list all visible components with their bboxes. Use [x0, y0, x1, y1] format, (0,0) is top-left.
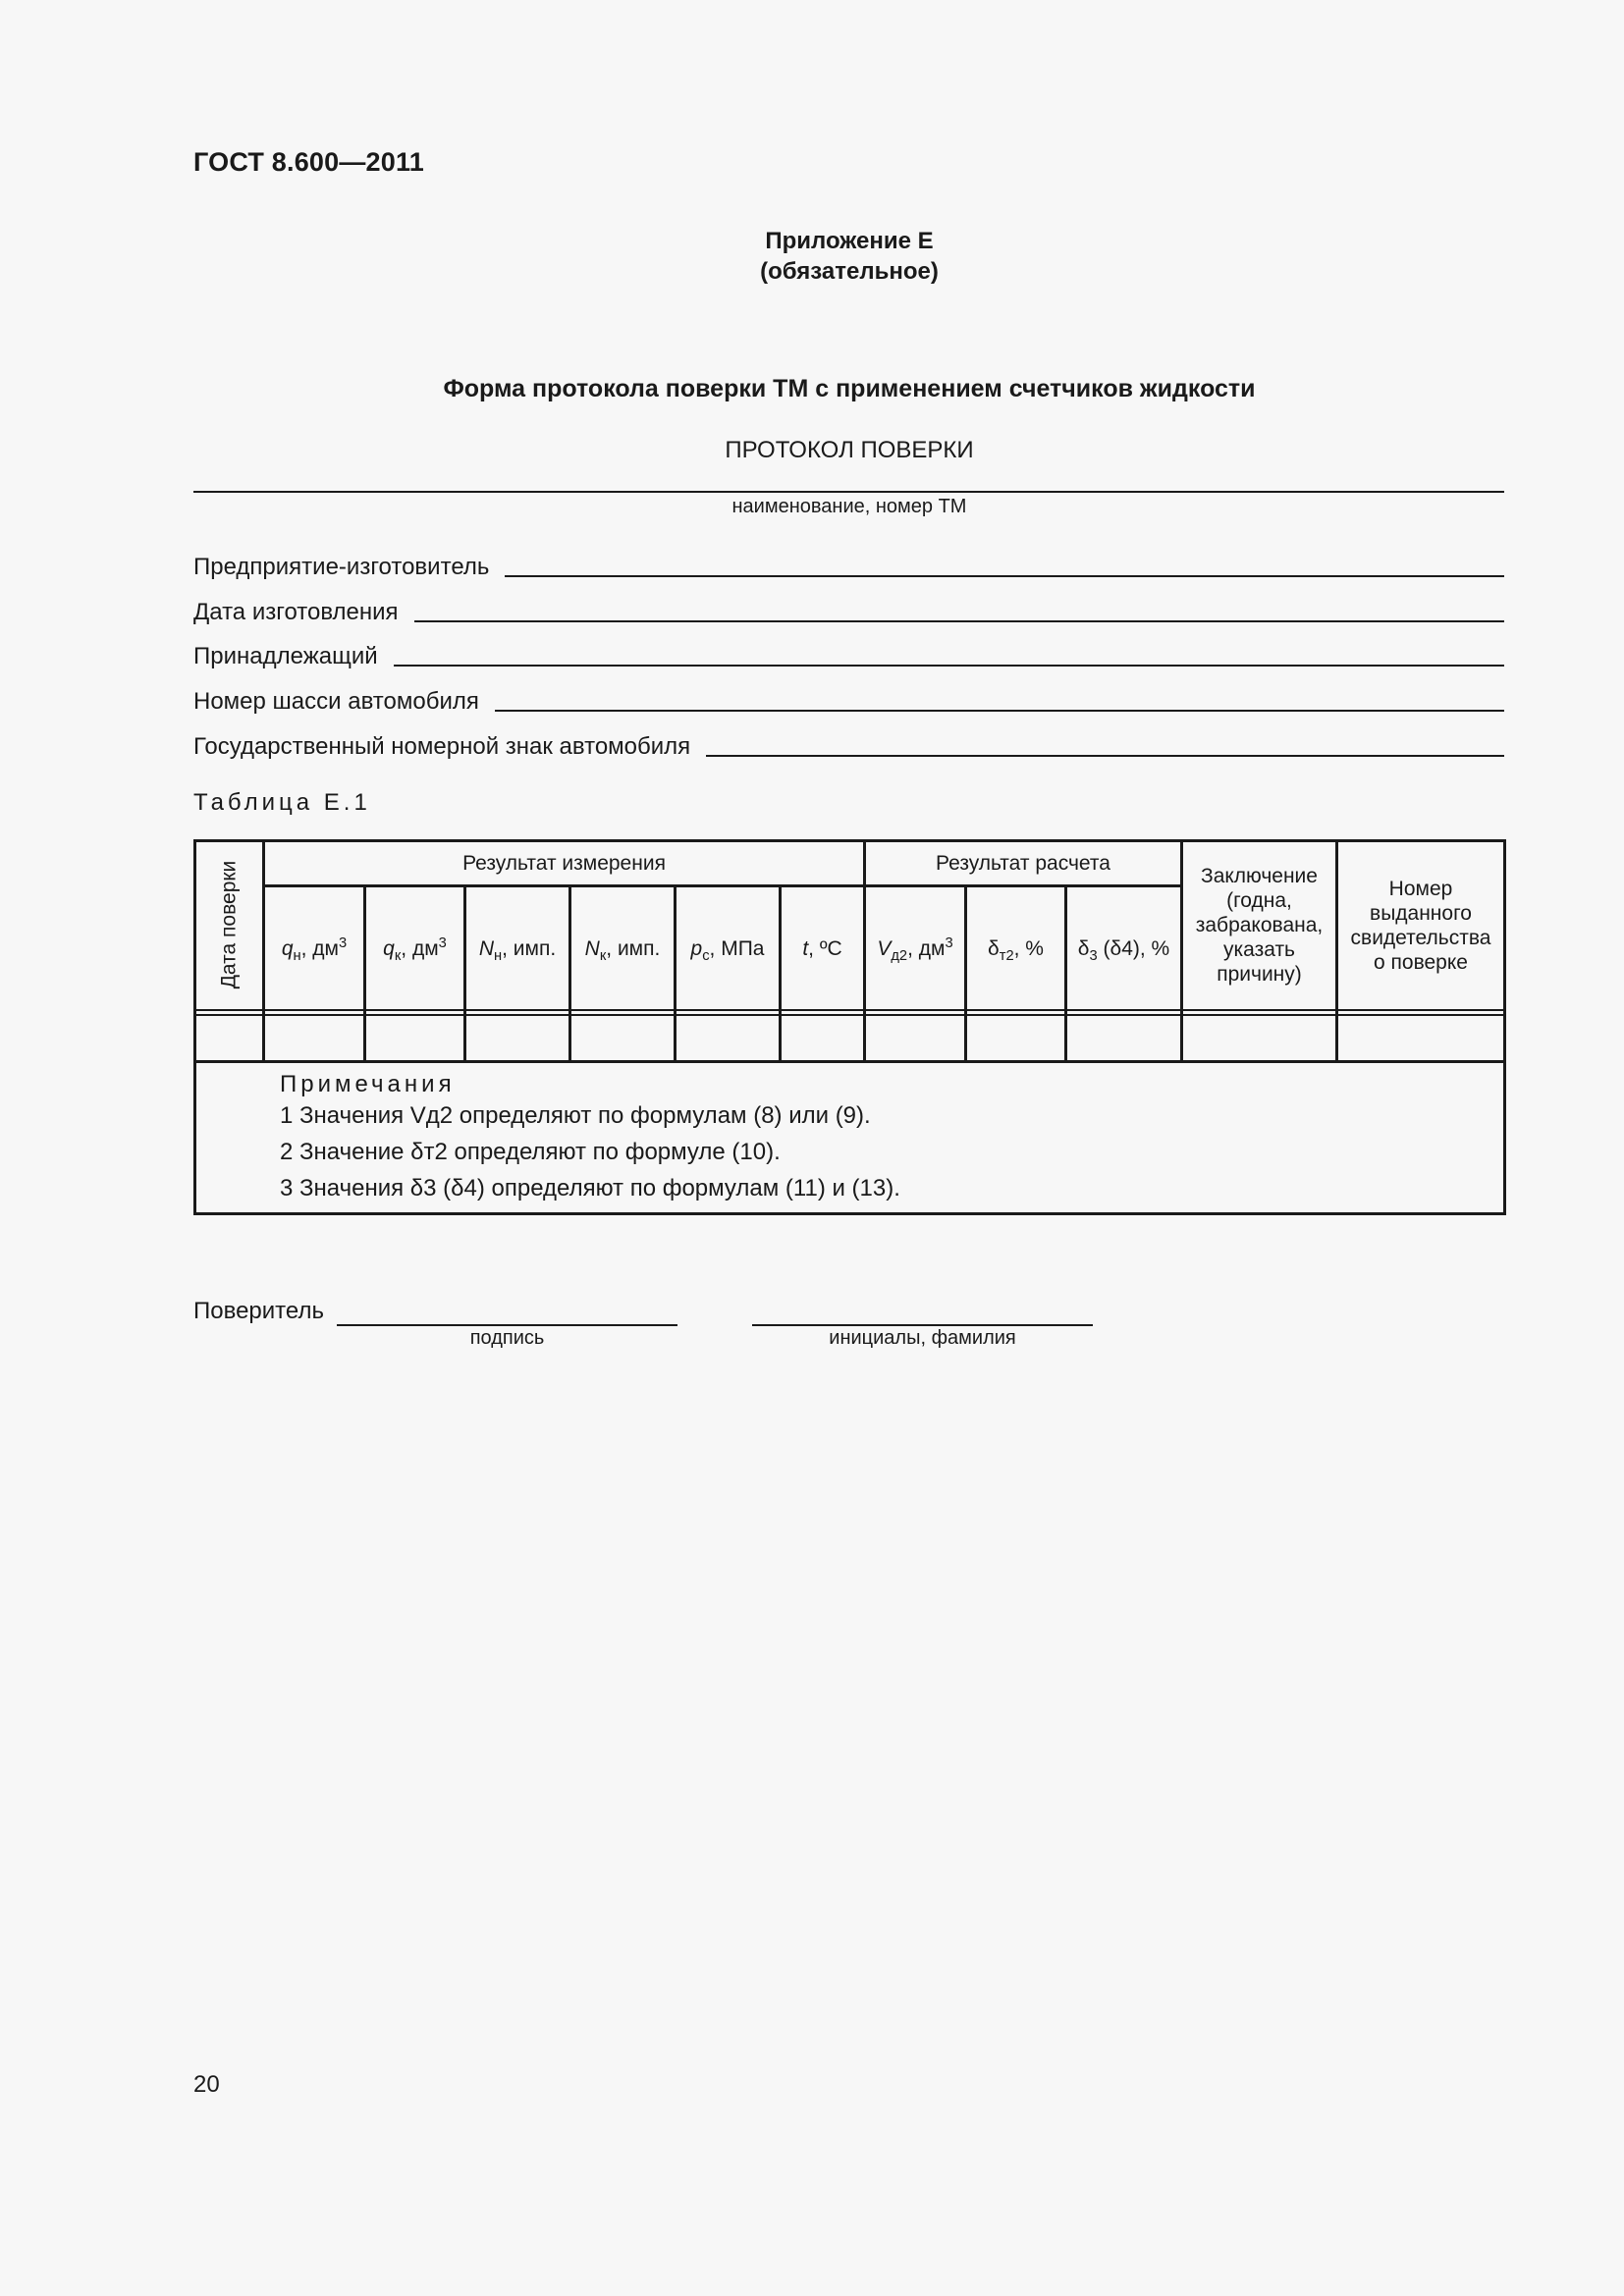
signature-input-line[interactable]	[337, 1324, 677, 1326]
symbol: δ	[988, 936, 1000, 960]
note-item: 3 Значения δ3 (δ4) определяют по формулам (11) и (13).	[280, 1175, 900, 1201]
name-caption: инициалы, фамилия	[829, 1327, 1016, 1349]
superscript: 3	[945, 934, 953, 951]
note-item: 1 Значения Vд2 определяют по формулам (8) или (9).	[280, 1102, 871, 1129]
field-input-line[interactable]	[495, 709, 1504, 712]
table-border-right	[1503, 839, 1506, 1215]
table-cell[interactable]	[571, 1017, 674, 1060]
table-cell[interactable]	[466, 1017, 568, 1060]
field-manufacture-date	[193, 595, 1504, 624]
field-license-plate	[193, 729, 1504, 759]
table-cell[interactable]	[1338, 1017, 1503, 1060]
superscript: 3	[438, 934, 447, 951]
field-chassis-number	[193, 684, 1504, 714]
appendix-heading	[0, 226, 1624, 287]
field-input-line[interactable]	[706, 754, 1504, 757]
document-code: ГОСТ 8.600—2011	[193, 147, 424, 177]
unit: , дм	[300, 936, 339, 960]
symbol: q	[281, 936, 294, 960]
header-certificate: Номер выданного свидетельства о поверке	[1350, 877, 1491, 974]
table-caption: Таблица Е.1	[193, 789, 371, 816]
table-cell[interactable]	[366, 1017, 463, 1060]
subscript: 3	[1089, 947, 1098, 964]
header-qk	[366, 887, 463, 1009]
header-date-label: Дата поверки	[217, 860, 240, 989]
notes-title: Примечания	[280, 1071, 456, 1097]
field-input-line[interactable]	[414, 619, 1504, 622]
unit: , МПа	[709, 936, 765, 960]
header-delta-t2	[967, 887, 1064, 1009]
table-cell[interactable]	[782, 1017, 863, 1060]
verifier-label: Поверитель	[193, 1298, 324, 1324]
field-label: Номер шасси автомобиля	[193, 688, 479, 715]
table-header-divider	[193, 1014, 1506, 1016]
header-nk	[571, 887, 674, 1009]
subscript: т2	[999, 947, 1014, 964]
form-title: Форма протокола поверки ТМ с применением счетчиков жидкости	[443, 375, 1256, 402]
note-item: 2 Значение δт2 определяют по формуле (10).	[280, 1139, 781, 1165]
symbol: q	[383, 936, 395, 960]
header-nn	[466, 887, 568, 1009]
field-label: Государственный номерной знак автомобиля	[193, 733, 691, 760]
unit: , ºС	[808, 936, 842, 960]
header-qn	[265, 887, 363, 1009]
symbol: N	[478, 936, 494, 960]
table-cell[interactable]	[1067, 1017, 1180, 1060]
header-group-calculation: Результат расчета	[936, 851, 1110, 875]
field-input-line[interactable]	[394, 664, 1504, 667]
symbol: V	[877, 936, 892, 960]
signature-caption: подпись	[469, 1327, 545, 1349]
table-notes	[280, 1072, 900, 1206]
tm-name-input-line[interactable]	[193, 491, 1504, 493]
table-header-divider	[193, 1009, 1506, 1011]
symbol: p	[690, 936, 703, 960]
table-cell[interactable]	[677, 1017, 779, 1060]
header-group-measurement: Результат измерения	[462, 851, 666, 875]
subscript: к	[599, 947, 607, 964]
unit: , дм	[907, 936, 946, 960]
field-owner	[193, 639, 1504, 668]
header-pc	[677, 887, 779, 1009]
field-input-line[interactable]	[505, 574, 1504, 577]
appendix-title: Приложение Е	[765, 228, 934, 254]
field-label: Принадлежащий	[193, 643, 378, 669]
subscript: с	[702, 947, 710, 964]
header-delta-3	[1067, 887, 1180, 1009]
subscript: к	[394, 947, 402, 964]
symbol: t	[802, 936, 809, 960]
protocol-title: ПРОТОКОЛ ПОВЕРКИ	[725, 437, 974, 463]
field-label: Предприятие-изготовитель	[193, 554, 490, 580]
unit: (δ4), %	[1097, 936, 1170, 960]
field-label: Дата изготовления	[193, 599, 399, 625]
tm-name-caption: наименование, номер ТМ	[731, 496, 967, 517]
table-cell[interactable]	[196, 1017, 262, 1060]
unit: , %	[1013, 936, 1044, 960]
symbol: N	[584, 936, 600, 960]
unit: , имп.	[502, 936, 557, 960]
unit: , дм	[401, 936, 439, 960]
unit: , имп.	[606, 936, 661, 960]
table-cell[interactable]	[866, 1017, 964, 1060]
header-conclusion: Заключение (годна, забракована, указать причину)	[1195, 865, 1324, 986]
name-input-line[interactable]	[752, 1324, 1093, 1326]
table-cell[interactable]	[265, 1017, 363, 1060]
header-t	[782, 887, 863, 1009]
header-date	[194, 841, 263, 1008]
subscript: н	[494, 947, 503, 964]
table-border-bottom	[193, 1212, 1506, 1215]
table-cell[interactable]	[1183, 1017, 1335, 1060]
table-cell[interactable]	[967, 1017, 1064, 1060]
superscript: 3	[339, 934, 348, 951]
symbol: δ	[1077, 936, 1090, 960]
subscript: н	[293, 947, 301, 964]
header-vd2	[866, 887, 964, 1009]
appendix-status: (обязательное)	[760, 258, 939, 285]
subscript: д2	[891, 947, 908, 964]
page-number: 20	[193, 2071, 220, 2098]
table-row-divider	[193, 1060, 1506, 1063]
field-manufacturer	[193, 550, 1504, 579]
